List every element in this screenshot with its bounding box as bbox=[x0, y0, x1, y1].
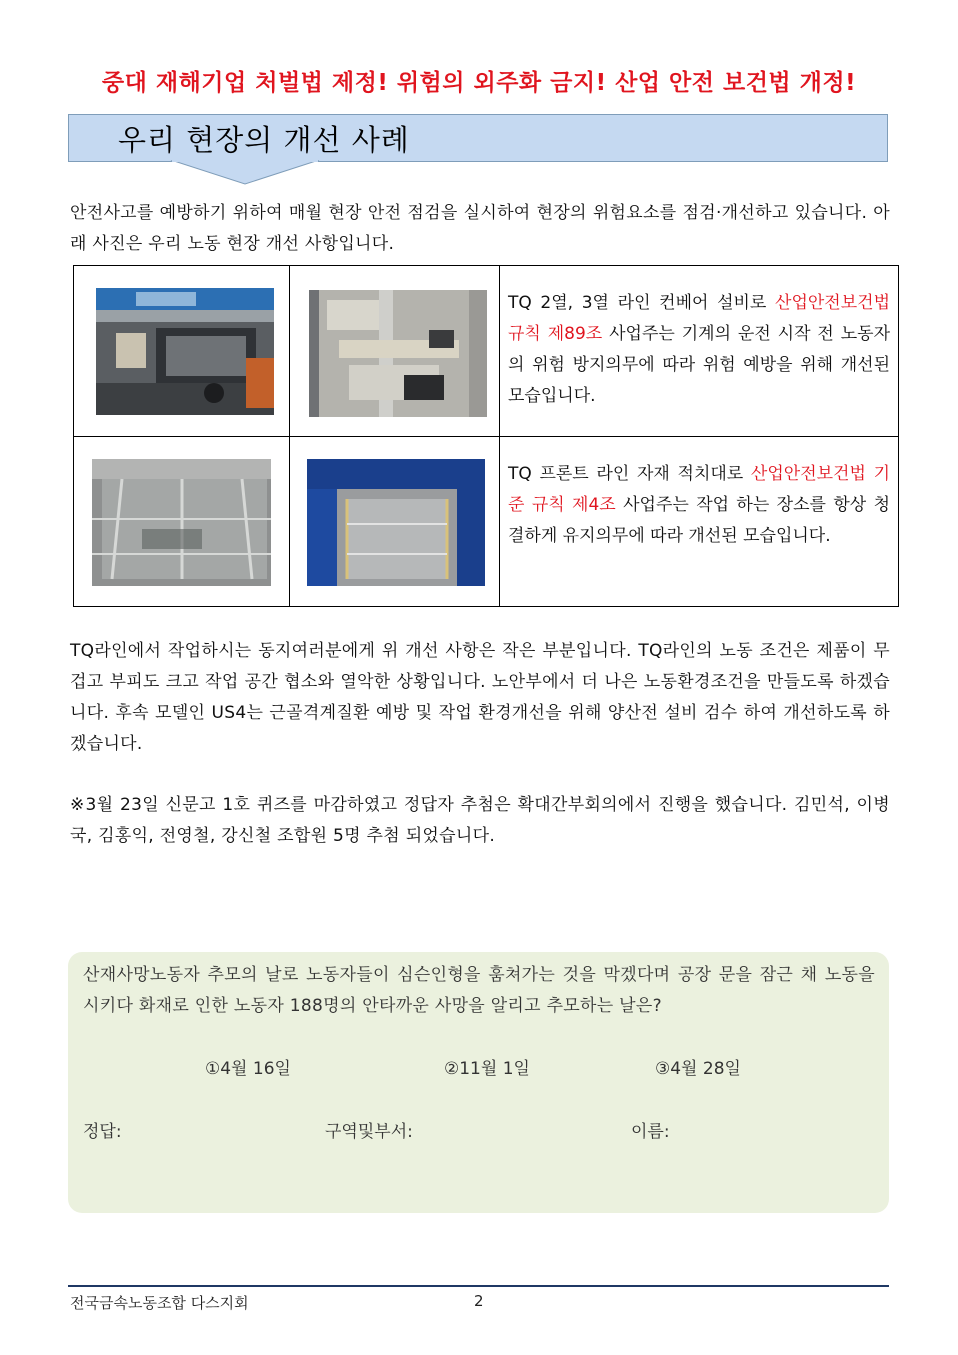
section-title: 우리 현장의 개선 사례 bbox=[118, 123, 410, 157]
conveyor-photo-after bbox=[309, 290, 487, 417]
conveyor-photo-before bbox=[96, 288, 274, 415]
department-label: 구역및부서: bbox=[325, 1122, 413, 1142]
intro-paragraph: 안전사고를 예방하기 위하여 매월 현장 안전 점검을 실시하여 현장의 위험요소를 점검·개선하고 있습니다. 아래 사진은 우리 노동 현장 개선 사항입니다. bbox=[70, 203, 890, 254]
case-1-description: TQ 2열, 3열 라인 컨베어 설비로 산업안전보건법 규칙 제89조 사업주는 기계의 운전 시작 전 노동자의 위험 방지의무에 따라 위험 예방을 위해 개선된 모습입니다. bbox=[508, 293, 890, 406]
page-number: 2 bbox=[474, 1292, 484, 1310]
quiz-notice: ※3월 23일 신문고 1호 퀴즈를 마감하였고 정답자 추첨은 확대간부회의에서 진행을 했습니다. 김민석, 이병국, 김홍익, 전영철, 강신철 조합원 5명 추첨 되었습니다. bbox=[70, 795, 890, 846]
rack-photo-after bbox=[307, 459, 485, 586]
improvement-table bbox=[73, 265, 899, 607]
body-paragraph: TQ라인에서 작업하시는 동지여러분에게 위 개선 사항은 작은 부분입니다. TQ라인의 노동 조건은 제품이 무겁고 부피도 크고 작업 공간 협소와 열악한 상황입니다. 노안부에서 더 나은 노동환경조건을 만들도록 하겠습니다. 후속 모델인 US4는 근골격계질환 예방 및 작업 환경개선을 위해 양산전 설비 검수 하여 개선하도록 하겠습니다. bbox=[70, 641, 890, 754]
footer-divider bbox=[68, 1285, 889, 1287]
slogan-headline: 중대 재해기업 처벌법 제정! 위험의 외주화 금지! 산업 안전 보건법 개정! bbox=[101, 70, 857, 96]
footer-org: 전국금속노동조합 다스지회 bbox=[70, 1294, 249, 1312]
rack-photo-before bbox=[92, 459, 271, 586]
name-label: 이름: bbox=[631, 1122, 670, 1142]
case-2-description: TQ 프론트 라인 자재 적치대로 산업안전보건법 기준 규칙 제4조 사업주는 작업 하는 장소를 항상 청결하게 유지의무에 따라 개선된 모습입니다. bbox=[508, 464, 890, 546]
answer-label: 정답: bbox=[83, 1122, 122, 1142]
quiz-option-3: ③4월 28일 bbox=[655, 1059, 741, 1079]
quiz-option-1: ①4월 16일 bbox=[205, 1059, 291, 1079]
banner-arrow-icon bbox=[170, 160, 320, 186]
quiz-question: 산재사망노동자 추모의 날로 노동자들이 심슨인형을 훔쳐가는 것을 막겠다며 공장 문을 잠근 채 노동을 시키다 화재로 인한 노동자 188명의 안타까운 사망을 알리고 추모하는 날은? bbox=[83, 965, 875, 1016]
quiz-option-2: ②11월 1일 bbox=[444, 1059, 530, 1079]
